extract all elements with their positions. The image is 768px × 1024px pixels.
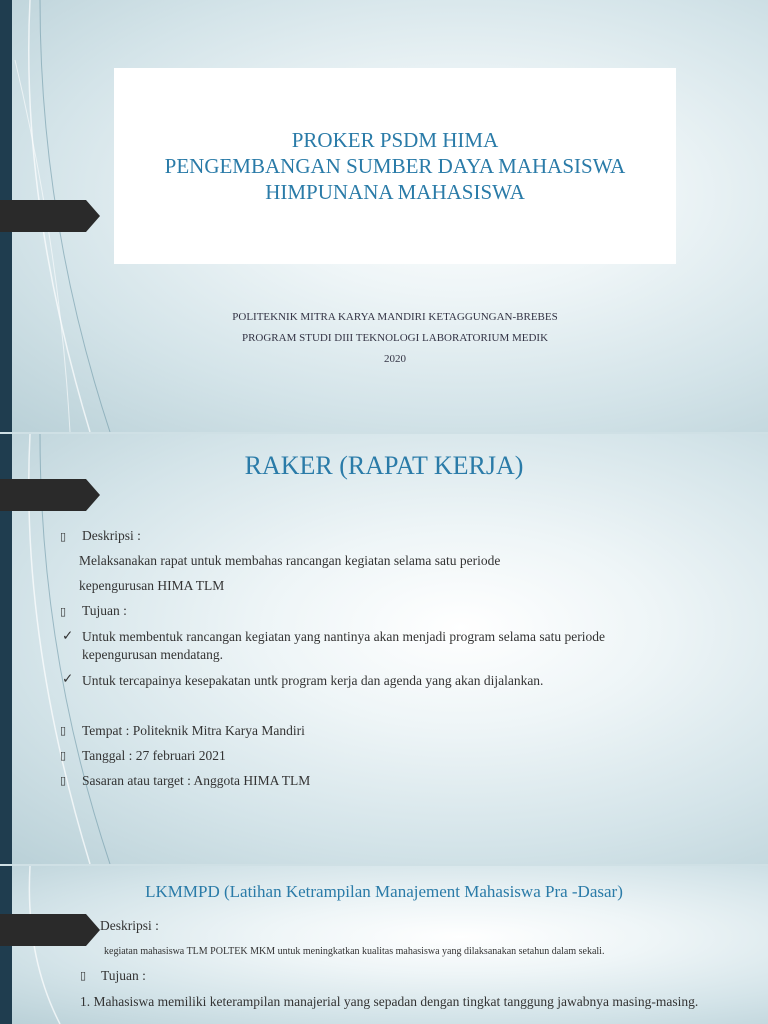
subtitle-line-2: PROGRAM STUDI DIII TEKNOLOGI LABORATORIUM MEDIK: [241, 332, 549, 344]
deskripsi-label: Deskripsi :: [82, 528, 141, 543]
tujuan-1: 1. Mahasiswa memiliki keterampilan manajerial yang sepadan dengan tingkat tanggung jawabnya masing-masing.: [80, 994, 699, 1009]
slide-3-title: LKMMPD (Latihan Ketrampilan Manajement Mahasiswa Pra -Dasar): [145, 882, 623, 901]
check-icon: ✓: [62, 628, 74, 643]
title-line-2: PENGEMBANGAN SUMBER DAYA MAHASISWA: [164, 154, 626, 178]
bullet-icon: ▯: [60, 775, 67, 787]
slide-2: [0, 434, 768, 864]
title-line-1: PROKER PSDM HIMA: [291, 128, 499, 152]
tujuan-1-line-1: Untuk membentuk rancangan kegiatan yang nantinya akan menjadi program selama satu periode: [82, 629, 605, 644]
deskripsi-line-2: kepengurusan HIMA TLM: [79, 578, 225, 593]
sasaran-text: Sasaran atau target : Anggota HIMA TLM: [82, 773, 311, 788]
bullet-icon: ▯: [60, 531, 67, 543]
deskripsi-label: Deskripsi :: [100, 918, 159, 933]
bullet-icon: ▯: [60, 750, 67, 762]
slide-arrow-marker: [0, 914, 100, 946]
slide-arrow-marker: [0, 200, 100, 232]
check-icon: ✓: [62, 671, 74, 686]
deskripsi-text: kegiatan mahasiswa TLM POLTEK MKM untuk meningkatkan kualitas mahasiswa yang dilaksanakan setahun dalam sekali.: [104, 946, 605, 957]
slide-3: [0, 866, 768, 1024]
subtitle-line-3: 2020: [384, 353, 406, 365]
tujuan-label: Tujuan :: [82, 603, 127, 618]
tujuan-label: Tujuan :: [101, 968, 146, 983]
slide-2-title: RAKER (RAPAT KERJA): [244, 451, 524, 480]
bullet-icon: ▯: [60, 725, 67, 737]
tempat-text: Tempat : Politeknik Mitra Karya Mandiri: [82, 723, 305, 738]
bullet-icon: ▯: [80, 970, 87, 982]
bullet-icon: ▯: [60, 606, 67, 618]
slide-arrow-marker: [0, 479, 100, 511]
subtitle-line-1: POLITEKNIK MITRA KARYA MANDIRI KETAGGUNGAN-BREBES: [232, 311, 558, 323]
title-line-3: HIMPUNANA MAHASISWA: [265, 180, 525, 204]
slide-1: [0, 0, 768, 432]
deskripsi-line-1: Melaksanakan rapat untuk membahas rancangan kegiatan selama satu periode: [79, 553, 501, 568]
tujuan-2: Untuk tercapainya kesepakatan untk program kerja dan agenda yang akan dijalankan.: [82, 673, 544, 688]
tujuan-1-line-2: kepengurusan mendatang.: [82, 647, 223, 662]
title-box: [114, 68, 676, 264]
tanggal-text: Tanggal : 27 februari 2021: [82, 748, 226, 763]
